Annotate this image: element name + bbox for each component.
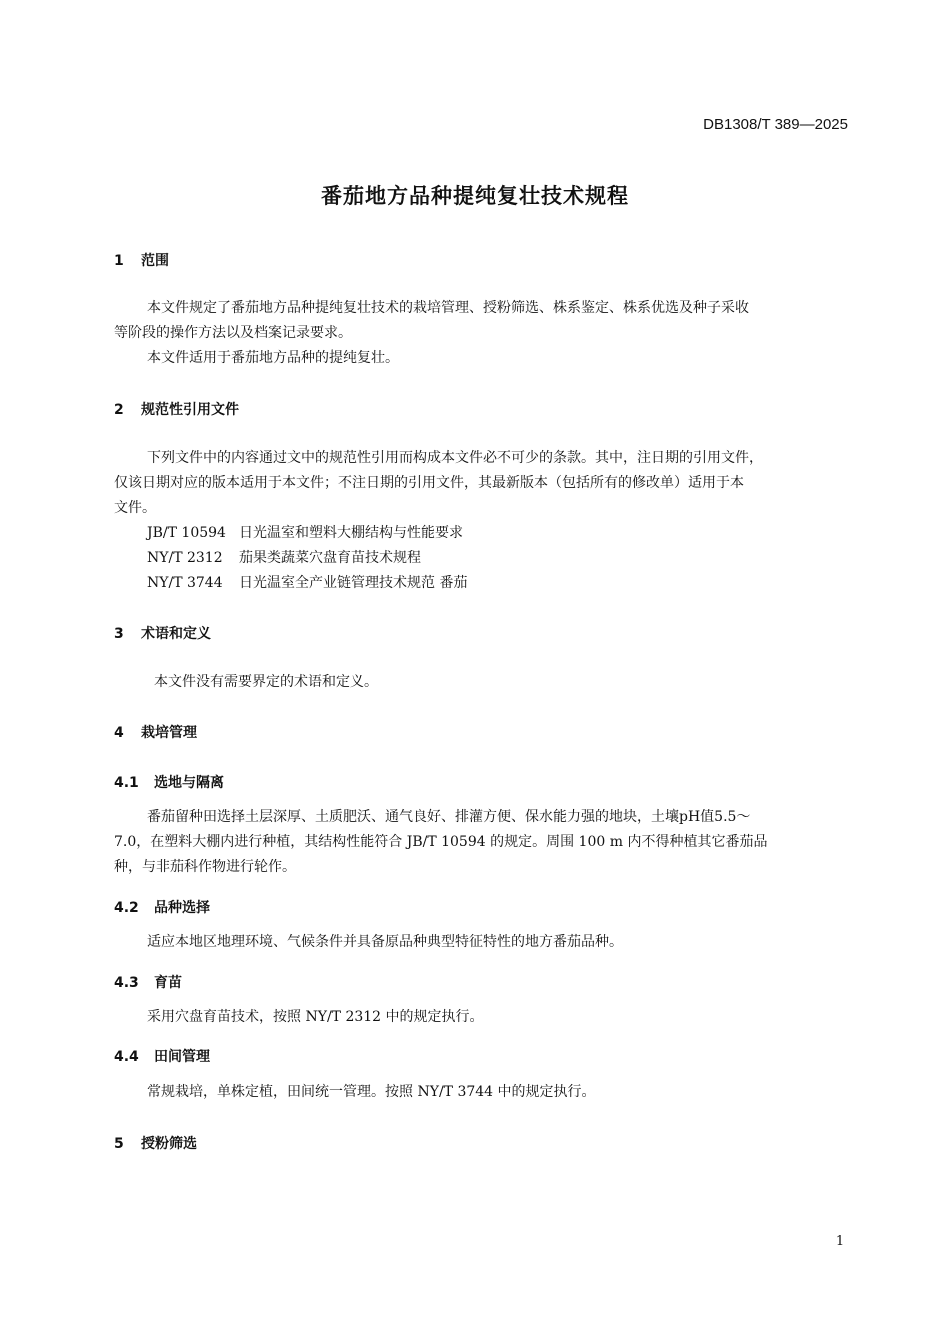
subsection-4-1-paragraph — [114, 805, 860, 880]
text-line: 番茄留种田选择土层深厚、土质肥沃、通气良好、排灌方便、保水能力强的地块，土壤pH值5.5～ — [147, 809, 751, 825]
text-line: 文件。 — [114, 500, 156, 516]
text-line: 仅该日期对应的版本适用于本文件；不注日期的引用文件，其最新版本（包括所有的修改单）适用于本 — [114, 475, 744, 491]
standard-number: DB1308/T 389—2025 — [703, 116, 848, 133]
subsection-4-4-paragraph — [114, 1080, 860, 1105]
section-number: 4 — [114, 725, 124, 741]
section-title: 授粉筛选 — [141, 1136, 197, 1152]
reference-item — [114, 546, 860, 571]
reference-title: 日光温室和塑料大棚结构与性能要求 — [239, 525, 463, 541]
section-number: 3 — [114, 626, 124, 642]
subsection-4-3-heading — [114, 972, 182, 992]
subsection-4-4-heading — [114, 1046, 210, 1066]
text-line: 本文件规定了番茄地方品种提纯复壮技术的栽培管理、授粉筛选、株系鉴定、株系优选及种子采收 — [147, 300, 749, 316]
section-3-paragraph — [114, 670, 860, 695]
section-title: 范围 — [141, 253, 169, 269]
section-title: 栽培管理 — [141, 725, 197, 741]
document-title: 番茄地方品种提纯复壮技术规程 — [321, 184, 629, 208]
section-2-paragraph — [114, 446, 860, 596]
subsection-4-3-paragraph — [114, 1005, 860, 1030]
text-line: 7.0，在塑料大棚内进行种植，其结构性能符合 JB/T 10594 的规定。周围 100 m 内不得种植其它番茄品 — [114, 834, 768, 850]
section-title: 规范性引用文件 — [141, 402, 239, 418]
subsection-4-2-heading — [114, 897, 210, 917]
text-line: 下列文件中的内容通过文中的规范性引用而构成本文件必不可少的条款。其中，注日期的引用文件， — [147, 450, 763, 466]
section-4-heading — [114, 722, 197, 742]
text-line: 等阶段的操作方法以及档案记录要求。 — [114, 325, 352, 341]
page-number: 1 — [835, 1234, 845, 1249]
section-title: 选地与隔离 — [154, 775, 224, 791]
section-number: 4.2 — [114, 900, 139, 916]
section-number: 2 — [114, 402, 124, 418]
reference-item — [114, 571, 860, 596]
reference-code: NY/T 3744 — [147, 575, 223, 591]
section-title: 田间管理 — [154, 1049, 210, 1065]
section-2-heading — [114, 399, 239, 419]
subsection-4-1-heading — [114, 772, 224, 792]
subsection-4-2-paragraph — [114, 930, 860, 955]
section-title: 育苗 — [154, 975, 182, 991]
text-line: 本文件没有需要界定的术语和定义。 — [154, 674, 378, 690]
text-line: 常规栽培，单株定植，田间统一管理。按照 NY/T 3744 中的规定执行。 — [147, 1084, 596, 1100]
text-line: 采用穴盘育苗技术，按照 NY/T 2312 中的规定执行。 — [147, 1009, 484, 1025]
section-title: 品种选择 — [154, 900, 210, 916]
reference-title: 日光温室全产业链管理技术规范 番茄 — [239, 575, 468, 591]
section-1-heading — [114, 250, 169, 270]
section-5-heading — [114, 1133, 197, 1153]
section-number: 4.4 — [114, 1049, 139, 1065]
section-number: 5 — [114, 1136, 124, 1152]
section-number: 1 — [114, 253, 124, 269]
reference-code: JB/T 10594 — [147, 525, 226, 541]
section-number: 4.3 — [114, 975, 139, 991]
section-title: 术语和定义 — [141, 626, 211, 642]
reference-code: NY/T 2312 — [147, 550, 223, 566]
text-line: 种，与非茄科作物进行轮作。 — [114, 859, 296, 875]
text-line: 适应本地区地理环境、气候条件并具备原品种典型特征特性的地方番茄品种。 — [147, 934, 623, 950]
text-line: 本文件适用于番茄地方品种的提纯复壮。 — [147, 350, 399, 366]
reference-title: 茄果类蔬菜穴盘育苗技术规程 — [239, 550, 421, 566]
section-3-heading — [114, 623, 211, 643]
reference-item — [114, 521, 860, 546]
section-1-paragraph — [114, 296, 860, 371]
section-number: 4.1 — [114, 775, 139, 791]
